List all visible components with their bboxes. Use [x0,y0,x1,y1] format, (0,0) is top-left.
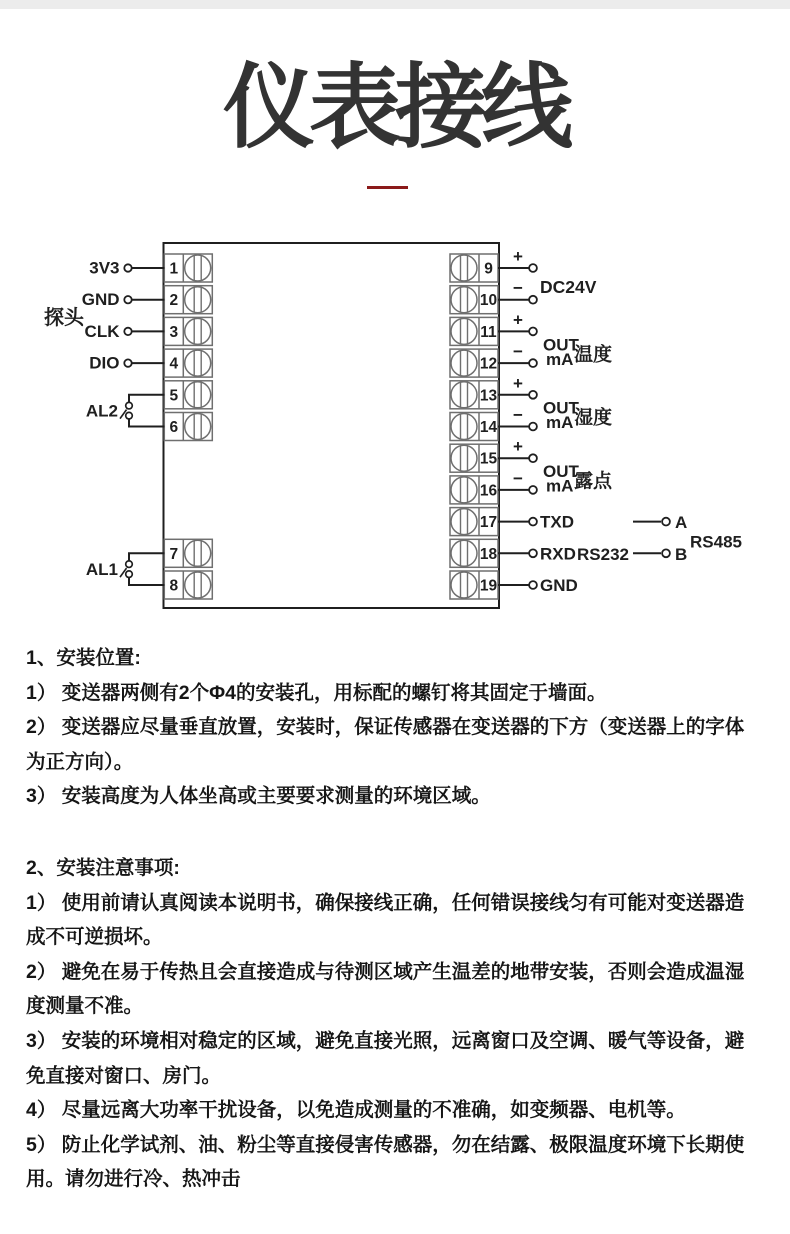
terminal-number: 6 [169,419,179,436]
wiring-diagram [0,230,790,620]
terminal-9 [450,254,498,282]
terminal-number: 8 [169,577,179,595]
terminal-number: 2 [169,292,179,310]
terminal-2 [164,286,212,314]
rs485-b-label: B [675,544,688,564]
wire-end-icon [529,518,537,526]
instruction-line: 2） 变送器应尽量垂直放置，安装时，保证传感器在变送器的下方（变送器上的字体 [26,716,745,739]
device-outline [164,243,500,608]
pin-17-lead [498,513,574,532]
top-gray-bar [0,0,790,9]
pin-1-lead [89,259,164,278]
polarity-sign: − [513,342,523,362]
polarity-sign: + [513,247,523,266]
terminal-14 [450,413,498,441]
terminal-5 [164,381,212,409]
instruction-line: 5） 防止化学试剂、油、粉尘等直接侵害传感器，勿在结露、极限温度环境下长期使 [26,1133,745,1156]
pin-2-lead [82,290,165,309]
wire-end-icon [529,549,537,557]
channel-name-label: 湿度 [574,407,613,429]
pin-3-lead [85,322,165,341]
terminal-19 [450,571,498,599]
output-group-humidity-output [543,399,612,433]
installation-instructions [26,641,771,1197]
unit-label: mA [546,349,574,369]
terminal-17 [450,508,498,536]
terminal-number: 19 [479,577,498,595]
terminal-6 [164,413,212,441]
pin-label: CLK [84,321,120,341]
wire-end-icon [529,454,537,462]
pin-13-lead [498,374,537,399]
instruction-line: 用。请勿进行冷、热冲击 [26,1168,241,1191]
interface-label: RS232 [577,544,629,564]
group-label: AL1 [85,560,118,580]
terminal-18 [450,539,498,567]
instruction-line: 1） 使用前请认真阅读本说明书，确保接线正确，任何错误接线匀有可能对变送器造 [26,891,745,914]
pin-18-lead [498,544,629,564]
instruction-line: 2） 避免在易于传热且会直接造成与待测区域产生温差的地带安装，否则会造成温湿 [26,960,745,983]
polarity-sign: + [513,373,523,393]
instruction-line: 3） 安装的环境相对稳定的区域，避免直接光照，远离窗口及空调、暖气等设备，避 [26,1029,745,1052]
channel-name-label: 露点 [574,471,613,493]
wire-end-icon [529,581,537,589]
wire-end-icon [124,296,131,303]
instruction-line: 1） 变送器两侧有2个Φ4的安装孔，用标配的螺钉将其固定于墙面。 [26,681,607,704]
terminal-number: 12 [479,355,498,373]
terminal-7 [164,539,212,567]
terminal-1 [164,254,212,282]
section-install-notes [26,851,771,1197]
contact-icon [126,571,133,578]
pin-11-lead [498,310,537,335]
terminal-15 [450,444,498,472]
terminal-3 [164,317,212,345]
terminal-number: 7 [169,545,179,563]
rs485-bus-label: RS485 [690,532,742,552]
instruction-line: 度测量不准。 [26,995,144,1018]
pin-19-lead [498,576,578,595]
pin-label: GND [540,576,578,595]
group-label: AL2 [85,401,118,421]
alarm-group-al2 [86,395,164,427]
section-heading: 1、安装位置: [26,647,141,669]
terminal-number: 10 [479,292,498,310]
terminal-10 [450,286,498,314]
terminal-number: 1 [169,260,179,278]
unit-label: mA [546,413,574,433]
instruction-line: 成不可逆损坏。 [26,926,163,949]
alarm-group-al1 [86,553,164,585]
terminal-number: 18 [479,545,498,563]
out-label: OUT [543,462,579,482]
terminal-13 [450,381,498,409]
instruction-line: 免直接对窗口、房门。 [26,1064,222,1087]
wire-end-icon [124,359,131,366]
terminal-number: 15 [479,450,498,468]
wire-end-icon [124,264,131,271]
wire-end-icon [529,264,537,272]
pin-4-lead [89,354,164,373]
out-label: OUT [543,335,579,355]
section-heading: 2、安装注意事项: [26,856,180,879]
terminal-number: 3 [169,323,179,341]
pin-15-lead [498,437,537,462]
terminal-4 [164,349,212,377]
contact-icon [126,412,133,419]
pin-label: TXD [540,512,574,532]
terminal-number: 17 [479,514,498,532]
pin-16-lead [498,469,537,494]
rs485-group [633,513,742,564]
pin-label: GND [81,290,120,310]
wire-end-icon [662,549,670,557]
terminal-number: 14 [479,419,498,436]
polarity-sign: − [513,468,523,488]
polarity-sign: − [513,405,523,425]
wire-end-icon [662,518,670,526]
instruction-line: 为正方向）。 [26,750,134,773]
terminal-number: 4 [169,355,179,373]
terminal-number: 16 [479,482,498,500]
wire-end-icon [529,296,537,304]
output-group-dewpoint-output [543,462,613,496]
contact-icon [126,402,133,409]
output-group-temperature-output [543,335,612,369]
pin-14-lead [498,406,537,431]
pin-9-lead [498,247,537,272]
instruction-line: 3） 安装高度为人体坐高或主要要求测量的环境区域。 [26,785,491,808]
terminal-11 [450,317,498,345]
page-title: 仪表接线 [222,57,567,159]
terminal-number: 5 [169,387,179,405]
pin-label: DIO [89,353,120,373]
channel-name-label: 温度 [574,344,613,366]
terminal-number: 11 [480,323,497,341]
instruction-line: 4） 尽量远离大功率干扰设备，以免造成测量的不准确，如变频器、电机等。 [26,1099,686,1122]
polarity-sign: + [513,310,523,330]
pin-10-lead [498,279,537,304]
terminal-number: 13 [479,387,498,405]
wire-end-icon [529,486,537,494]
pin-label: 3V3 [89,258,120,278]
pin-12-lead [498,342,537,367]
contact-icon [126,561,133,568]
polarity-sign: + [513,437,523,457]
terminal-number: 9 [484,260,493,278]
terminal-8 [164,571,212,599]
unit-label: mA [546,476,574,496]
terminal-12 [450,349,498,377]
pin-label: RXD [540,544,576,564]
title-divider [367,186,408,189]
section-install-position [26,641,771,814]
wire-end-icon [529,359,537,367]
output-group-dc24v-power [540,277,597,297]
out-label: OUT [543,398,579,418]
rs485-a-label: A [675,513,688,533]
probe-label: 探头 [44,307,84,329]
terminal-16 [450,476,498,504]
wire-end-icon [529,328,537,336]
wire-end-icon [124,328,131,335]
wire-end-icon [529,423,537,431]
wire-end-icon [529,391,537,399]
power-label: DC24V [540,276,597,297]
polarity-sign: − [513,278,523,298]
